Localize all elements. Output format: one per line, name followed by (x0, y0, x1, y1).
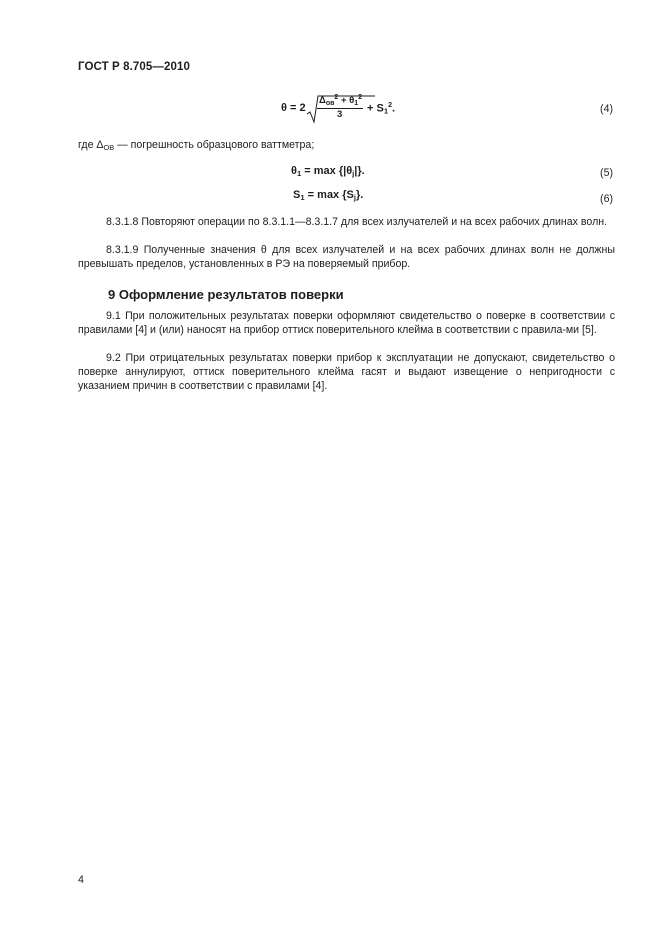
formula-5: $\theta_1 = \max \{|\theta_j|\}$. (291, 165, 365, 178)
formula-4-numerator: $\Delta_{ов}^2 + \theta_1^2$ (319, 94, 363, 108)
where-definition: где $\Delta_{ОВ}$ — погрешность образцового ваттметра; (78, 139, 315, 152)
paragraph-8-3-1-8: 8.3.1.8 Повторяют операции по 8.3.1.1—8.3.1.7 для всех излучателей и на всех рабочих длинах волн. (106, 216, 608, 228)
formula-4-denominator: 3 (337, 109, 343, 120)
page-number: 4 (78, 874, 84, 886)
document-header: ГОСТ Р 8.705—2010 (78, 61, 190, 73)
paragraph-9-1: 9.1 При положительных результатах поверки оформляют свидетельство о поверке в соответствии с правилами [4] и (или) наносят на прибор оттиск поверительного клейма в соответствии с правила-ми [5]. (78, 310, 615, 337)
formula-4-tail: + $S_1^2$. (367, 102, 396, 116)
section-title: 9 Оформление результатов поверки (108, 287, 344, 302)
paragraph-8-3-1-9: 8.3.1.9 Полученные значения θ для всех излучателей и на всех рабочих длинах волн не должны превышать пределов, установленных в РЭ на поверяемый прибор. (78, 244, 615, 271)
equation-number-6: (6) (600, 193, 613, 205)
paragraph-9-2: 9.2 При отрицательных результатах поверки прибор к эксплуатации не допускают, свидетельство о поверке аннулируют, оттиск поверительного клейма гасят и выдают извещение о непригодности с указанием причин в соответствии с правилами [4]. (78, 352, 615, 393)
equation-number-4: (4) (600, 103, 613, 115)
formula-6: $S_1 = \max \{S_j\}$. (293, 189, 364, 202)
equation-number-5: (5) (600, 167, 613, 179)
formula-4-lhs: θ = 2 (281, 102, 306, 114)
